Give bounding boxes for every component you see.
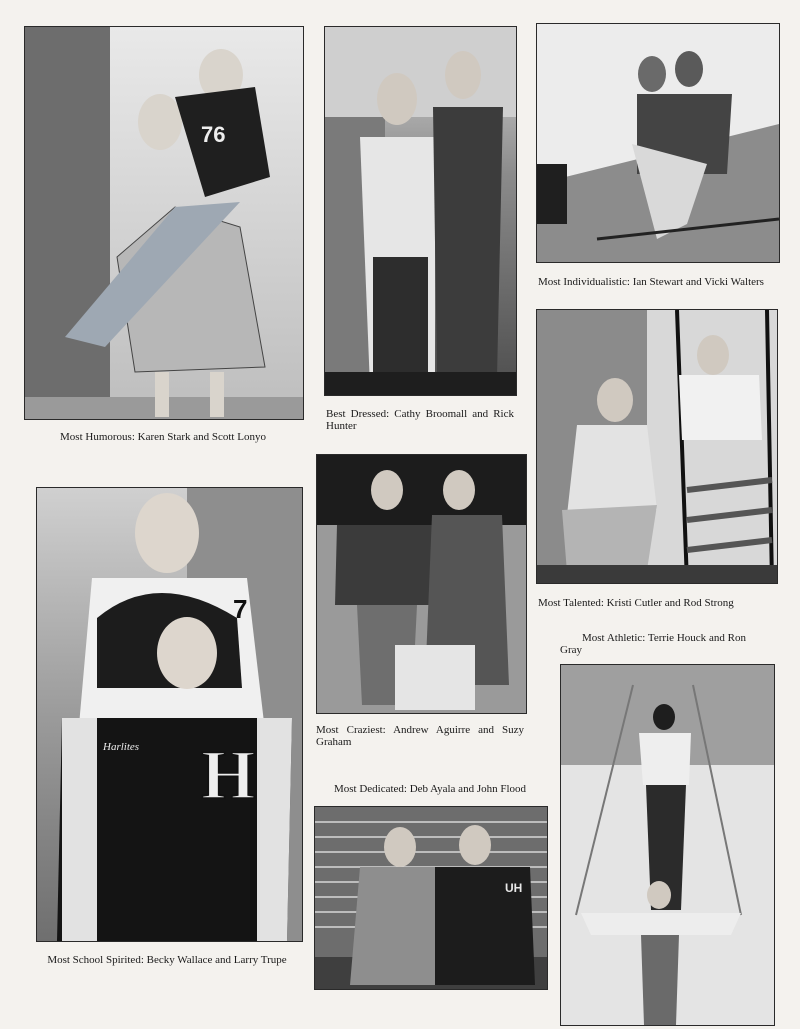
photo-best-dressed bbox=[324, 26, 517, 396]
caption-most-talented: Most Talented: Kristi Cutler and Rod Strong bbox=[538, 597, 734, 609]
caption-best-dressed: Best Dressed: Cathy Broomall and Rick Hunter bbox=[326, 408, 514, 432]
photo-most-talented bbox=[536, 309, 778, 584]
caption-most-humorous: Most Humorous: Karen Stark and Scott Lonyo bbox=[60, 431, 266, 443]
photo-most-humorous bbox=[24, 26, 304, 420]
caption-most-school-spirited: Most School Spirited: Becky Wallace and Larry Trupe bbox=[47, 954, 287, 966]
jacket-letters-uh: UH bbox=[505, 881, 523, 895]
photo-most-individualistic bbox=[536, 23, 780, 263]
craziest-scene bbox=[317, 455, 526, 713]
dedicated-scene bbox=[315, 807, 547, 989]
caption-most-athletic: Most Athletic: Terrie Houck and Ron Gray bbox=[560, 632, 746, 656]
athletic-scene bbox=[561, 665, 774, 1025]
individualistic-scene bbox=[537, 24, 779, 262]
humorous-scene bbox=[25, 27, 303, 419]
photo-most-dedicated bbox=[314, 806, 548, 990]
photo-most-athletic bbox=[560, 664, 775, 1026]
caption-most-individualistic: Most Individualistic: Ian Stewart and Vicki Walters bbox=[538, 276, 764, 288]
caption-most-dedicated: Most Dedicated: Deb Ayala and John Flood bbox=[333, 783, 527, 795]
letterman-h: H bbox=[201, 737, 256, 814]
harlites-script: Harlites bbox=[103, 741, 140, 753]
photo-most-school-spirited bbox=[36, 487, 303, 942]
jersey-number-76: 76 bbox=[201, 122, 226, 147]
talented-scene bbox=[537, 310, 777, 583]
spirited-scene bbox=[37, 488, 302, 941]
jersey-number-7: 7 bbox=[233, 594, 248, 624]
caption-most-craziest: Most Craziest: Andrew Aguirre and Suzy Graham bbox=[316, 724, 524, 748]
photo-most-craziest bbox=[316, 454, 527, 714]
dressed-scene bbox=[325, 27, 516, 395]
